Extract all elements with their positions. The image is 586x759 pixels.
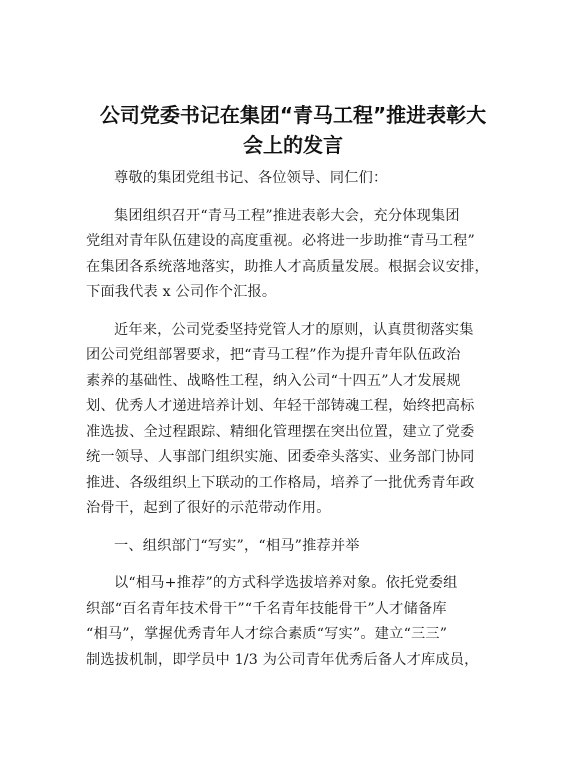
section-heading — [86, 534, 512, 560]
paragraph-line: “相马”，掌握优秀青年人才综合素质“写实”。建立“三三” — [86, 626, 448, 642]
paragraph-section-one — [86, 571, 512, 673]
paragraph-line: 统一领导、人事部门组织实施、团委牵头落实、业务部门协同 — [86, 449, 475, 465]
paragraph-line: 制选拔机制，即学员中 1/3 为公司青年优秀后备人才库成员， — [86, 651, 479, 668]
paragraph-line: 准选拔、全过程跟踪、精细化管理摆在突出位置，建立了党委 — [86, 423, 475, 440]
paragraph-line: 近年来，公司党委坚持党管人才的原则，认真贯彻落实集 — [114, 321, 474, 338]
paragraph-overview — [86, 318, 512, 522]
paragraph-line: 划、优秀人才递进培养计划、年轻干部铸魂工程，始终把高标 — [86, 398, 475, 414]
salutation-text: 尊敬的集团党组书记、各位领导、同仁们： — [114, 170, 388, 186]
paragraph-line: 治骨干，起到了很好的示范带动作用。 — [86, 500, 331, 516]
salutation — [86, 166, 512, 192]
title-line: 会上的发言 — [243, 133, 343, 157]
document-title — [70, 100, 516, 160]
document-body — [86, 166, 512, 685]
title-line: 公司党委书记在集团“青马工程”推进表彰大 — [99, 103, 487, 127]
paragraph-line: 素养的基础性、战略性工程，纳入公司“十四五”人才发展规 — [86, 372, 461, 389]
paragraph-line: 团公司党组部署要求，把“青马工程”作为提升青年队伍政治 — [86, 347, 461, 363]
paragraph-line: 在集团各系统落地落实，助推人才高质量发展。根据会议安排， — [86, 258, 489, 275]
paragraph-line: 以“相马+推荐”的方式科学选拔培养对象。依托党委组 — [114, 575, 458, 591]
paragraph-line: 下面我代表 x 公司作个汇报。 — [86, 284, 277, 300]
paragraph-line: 推进、各级组织上下联动的工作格局，培养了一批优秀青年政 — [86, 474, 475, 491]
paragraph-line: 织部“百名青年技术骨干”“千名青年技能骨干”人才储备库 — [86, 600, 447, 617]
paragraph-line: 集团组织召开“青马工程”推进表彰大会，充分体现集团 — [114, 207, 460, 224]
paragraph-line: 党组对青年队伍建设的高度重视。必将进一步助推“青马工程” — [86, 233, 475, 249]
paragraph-intro — [86, 204, 512, 306]
section-heading-text: 一、组织部门“写实”，“相马”推荐并举 — [114, 537, 360, 554]
